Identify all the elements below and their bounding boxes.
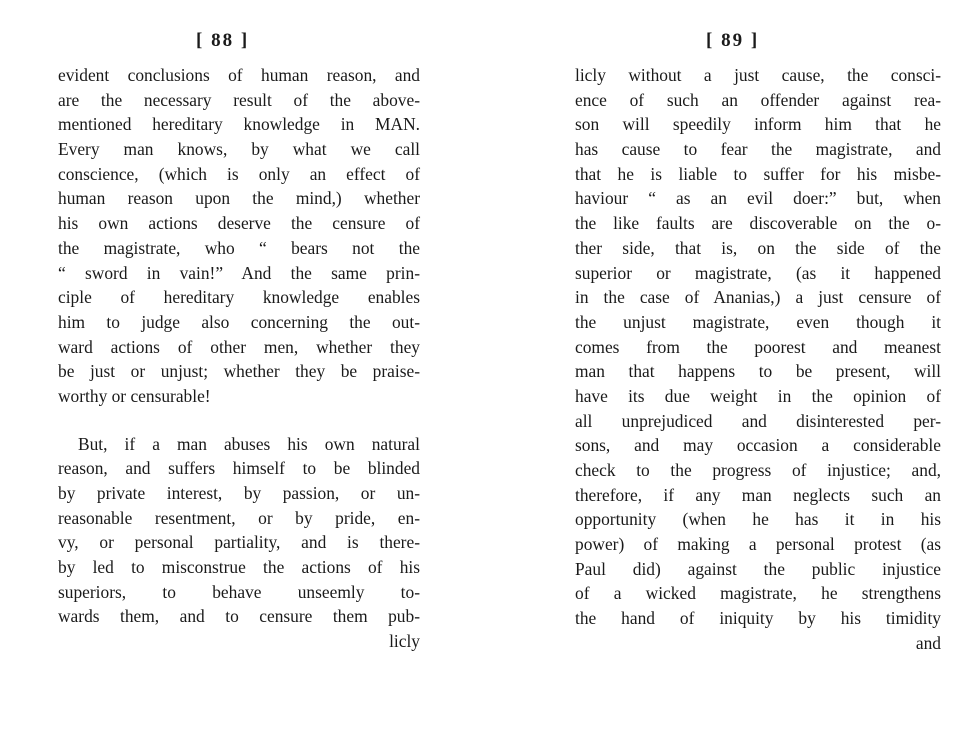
catchword: licly — [389, 631, 420, 652]
text-line: conscience, (which is only an effect of — [58, 163, 420, 184]
text-line: power) of making a personal protest (as — [575, 534, 941, 555]
text-line: the hand of iniquity by his timidity — [575, 608, 941, 629]
text-line: superior or magistrate, (as it happened — [575, 262, 941, 283]
text-line: worthy or censurable! — [58, 385, 211, 406]
text-line: ward actions of other men, whether they — [58, 336, 420, 357]
catchword: and — [915, 632, 941, 653]
text-line: comes from the poorest and meanest — [575, 336, 941, 357]
text-line: licly without a just cause, the consci- — [575, 65, 941, 85]
text-line: vy, or personal partiality, and is there- — [58, 532, 420, 553]
text-line: be just or unjust; whether they be praise- — [58, 361, 420, 382]
text-line: the magistrate, who “ bears not the — [58, 237, 420, 258]
text-line: that he is liable to suffer for his misbe- — [575, 163, 941, 184]
text-line: reasonable resentment, or by pride, en- — [58, 507, 420, 528]
text-line: therefore, if any man neglects such an — [575, 484, 941, 505]
text-line: by led to misconstrue the actions of his — [58, 557, 420, 578]
text-line: his own actions deserve the censure of — [58, 213, 420, 234]
text-line: man that happens to be present, will — [575, 361, 941, 382]
text-line: by private interest, by passion, or un- — [58, 483, 420, 503]
text-line: check to the progress of injustice; and, — [575, 460, 941, 480]
text-line: “ sword in vain!” And the same prin- — [58, 262, 420, 283]
text-line: son will speedily inform him that he — [575, 114, 941, 135]
text-line: wards them, and to censure them pub- — [58, 606, 420, 627]
text-line: opportunity (when he has it in his — [575, 509, 941, 530]
text-line: mentioned hereditary knowledge in MAN. — [58, 114, 420, 135]
left-page-number: [ 88 ] — [196, 30, 250, 51]
right-page-number: [ 89 ] — [706, 30, 760, 51]
text-line: the unjust magistrate, even though it — [575, 311, 941, 332]
text-line: sons, and may occasion a considerable — [575, 435, 941, 456]
text-line: Paul did) against the public injustice — [575, 558, 941, 579]
text-line: Every man knows, by what we call — [58, 139, 420, 160]
paragraph-gap — [58, 409, 420, 432]
text-line: ther side, that is, on the side of the — [575, 237, 941, 258]
text-line: But, if a man abuses his own natural — [78, 433, 420, 454]
text-line: ence of such an offender against rea- — [575, 89, 941, 110]
text-line: are the necessary result of the above- — [58, 89, 420, 110]
text-line: of a wicked magistrate, he strengthens — [575, 583, 941, 604]
text-line: the like faults are discoverable on the o- — [575, 213, 941, 234]
text-line: has cause to fear the magistrate, and — [575, 139, 941, 160]
right-page-text — [575, 63, 941, 656]
text-line: ciple of hereditary knowledge enables — [58, 287, 420, 308]
text-line: in the case of Ananias,) a just censure of — [575, 287, 941, 308]
text-line: have its due weight in the opinion of — [575, 385, 941, 406]
text-line: him to judge also concerning the out- — [58, 311, 420, 332]
text-line: superiors, to behave unseemly to- — [58, 581, 420, 602]
text-line: evident conclusions of human reason, and — [58, 65, 420, 85]
text-line: all unprejudiced and disinterested per- — [575, 410, 941, 431]
text-line: reason, and suffers himself to be blinded — [58, 458, 420, 479]
left-page-text — [58, 63, 420, 654]
text-line: human reason upon the mind,) whether — [58, 188, 420, 209]
text-line: haviour “ as an evil doer:” but, when — [575, 188, 941, 209]
